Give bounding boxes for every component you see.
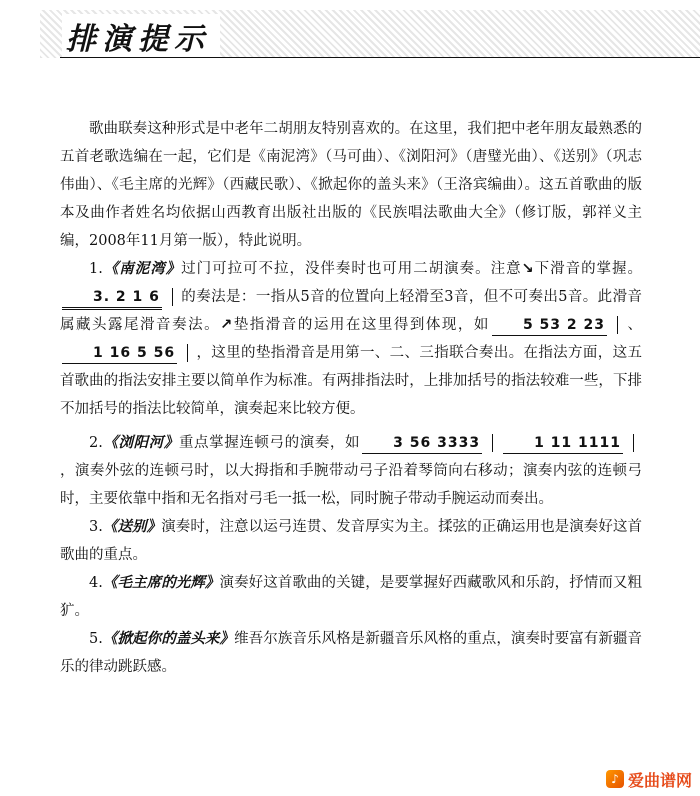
song-title: 《浏阳河》: [102, 435, 179, 451]
tip-text: 下滑音的掌握。: [533, 261, 643, 277]
notation-example: 3. 2 1 6: [62, 287, 162, 310]
bar-line: [633, 434, 634, 452]
tip-text: 演奏好这首歌曲的关键，是要掌握好西藏歌风和乐韵，抒情而又粗犷。: [60, 575, 643, 619]
tip-3-paragraph: [60, 513, 642, 569]
notation-example: 5 53 2 23: [492, 315, 607, 336]
tip-4-paragraph: [60, 569, 642, 625]
intro-paragraph: 歌曲联奏这种形式是中老年二胡朋友特别喜欢的。在这里，我们把中老年朋友最熟悉的五首老歌选编在一起，它们是《南泥湾》（马可曲）、《浏阳河》（唐璧光曲）、《送别》（巩志伟曲）、《毛主席的光辉》（西藏民歌）、《掀起你的盖头来》（王洛宾编曲）。这五首歌曲的版本及曲作者姓名均依据山西教育出版社出版的《民族唱法歌曲大全》（修订版，郭祥义主编，2008年11月第一版），特此说明。: [60, 121, 642, 249]
downward-slide-icon: ↘: [521, 261, 534, 277]
song-title: 《毛主席的光辉》: [102, 575, 220, 591]
tip-text: ，演奏外弦的连顿弓时，以大拇指和手腕带动弓子沿着琴筒向右移动；演奏内弦的连顿弓时，主要依靠中指和无名指对弓毛一抵一松，同时腕子带动手腕运动而奏出。: [60, 463, 642, 507]
tip-text: ，这里的垫指滑音是用第一、二、三指联合奏出。在指法方面，这五首歌曲的指法安排主要以简单作为标准。有两排指法时，上排加括号的指法较难一些，下排不加括号的指法比较简单，演奏起来比较方便。: [60, 345, 642, 417]
tip-text: 维吾尔族音乐风格是新疆音乐风格的重点，演奏时要富有新疆音乐的律动跳跃感。: [60, 631, 642, 675]
site-watermark: [606, 768, 692, 790]
tip-number: 1.: [89, 261, 103, 277]
tip-text: 演奏时，注意以运弓连贯、发音厚实为主。揉弦的正确运用也是演奏好这首歌曲的重点。: [60, 519, 642, 563]
bar-line: [492, 434, 493, 452]
tip-text: 过门可拉可不拉，没伴奏时也可用二胡演奏。注意: [181, 261, 522, 277]
tip-text: 重点掌握连顿弓的演奏，如: [178, 435, 361, 451]
tip-2-paragraph: [60, 429, 642, 513]
song-title: 《送别》: [102, 519, 162, 535]
song-title: 《南泥湾》: [102, 261, 182, 277]
tip-number: 5.: [89, 631, 103, 647]
tip-text: 的奏法是：一指从5音的位置向上轻滑至3音，但不可奏出5音。此滑音属藏头露尾滑音奏法。: [60, 289, 642, 333]
upward-slide-icon: ↗: [220, 317, 233, 333]
bar-line: [617, 316, 618, 334]
page-title: 排演提示: [62, 14, 220, 58]
header-underline: [60, 57, 700, 58]
page-header: [0, 0, 700, 70]
bar-line: [172, 288, 173, 306]
article-body: [60, 115, 642, 681]
music-note-icon: ♪: [606, 770, 624, 788]
watermark-text: 爱曲谱网: [627, 770, 692, 790]
tip-number: 4.: [89, 575, 103, 591]
song-title: 《掀起你的盖头来》: [102, 631, 235, 647]
notation-example: 1 11 1111: [503, 433, 623, 454]
tip-text: 、: [626, 317, 643, 333]
notation-example: 1 16 5 56: [62, 343, 177, 364]
tip-5-paragraph: [60, 625, 642, 681]
tip-1-paragraph: [60, 255, 642, 423]
tip-number: 3.: [89, 519, 103, 535]
tip-number: 2.: [89, 435, 103, 451]
tip-text: 垫指滑音的运用在这里得到体现，如: [232, 317, 490, 333]
bar-line: [187, 344, 188, 362]
notation-example: 3 56 3333: [362, 433, 482, 454]
